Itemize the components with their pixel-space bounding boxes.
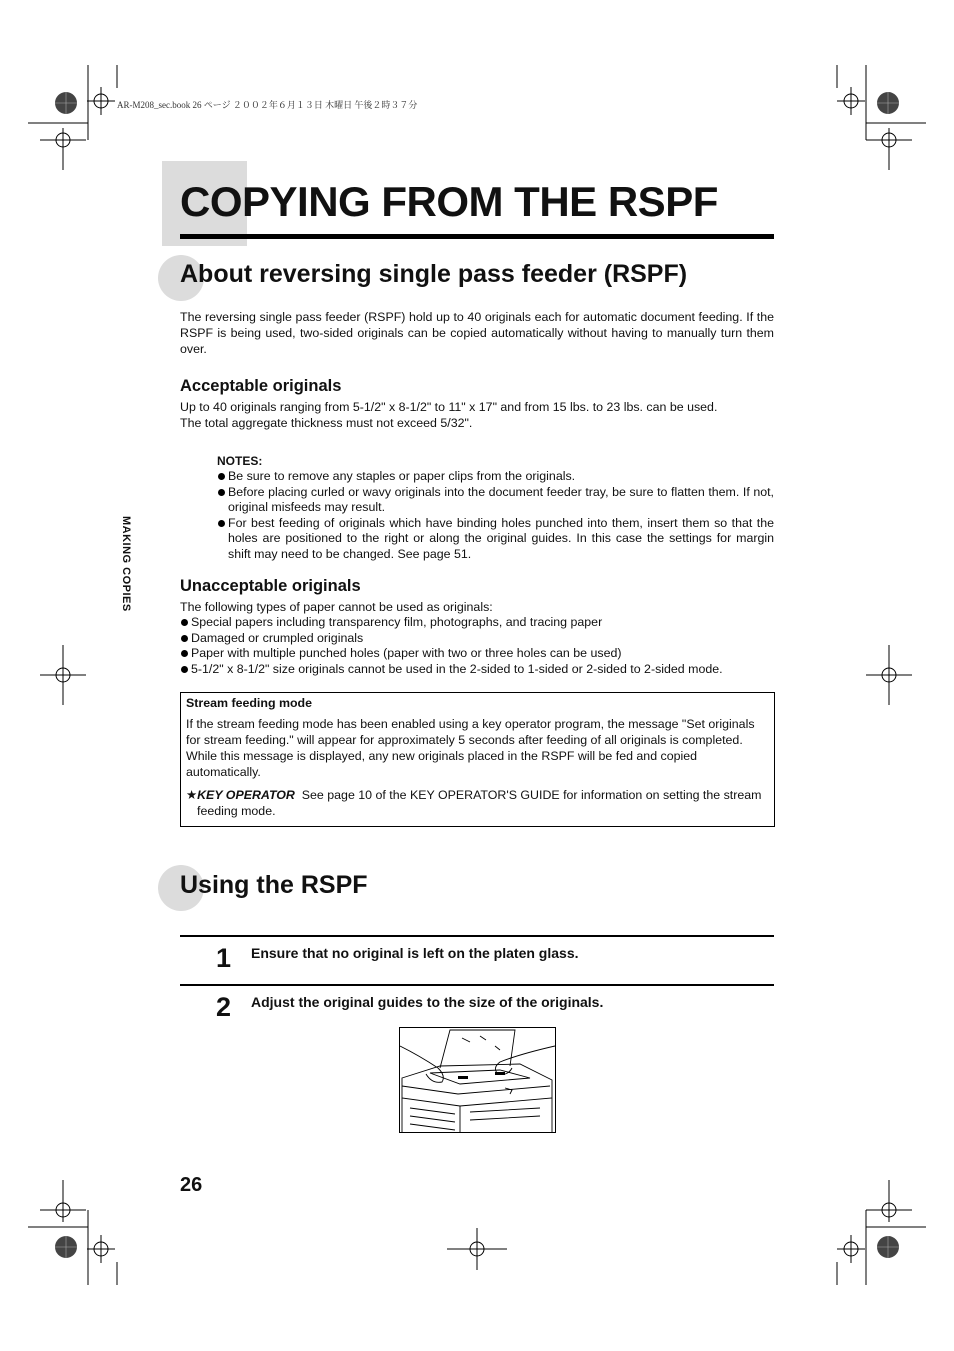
key-operator-note	[186, 787, 766, 819]
title-rule	[180, 234, 774, 239]
key-operator-label: KEY OPERATOR	[197, 788, 295, 802]
list-item: 5-1/2" x 8-1/2" size originals cannot be used in the 2-sided to 1-sided or 2-sided to 2-sided mode.	[180, 662, 774, 678]
rspf-original-guides-illustration-icon	[399, 1027, 556, 1133]
section-title-about-rspf: About reversing single pass feeder (RSPF)	[180, 260, 688, 288]
subsection-title-acceptable: Acceptable originals	[180, 377, 342, 395]
stream-feeding-info-box	[180, 692, 775, 827]
subsection-title-unacceptable: Unacceptable originals	[180, 577, 361, 595]
list-item: For best feeding of originals which have binding holes punched into them, insert them so that the holes are positioned to the right or along the original guides. In this case the settings for margin shift may need to be changed. See page 51.	[217, 516, 774, 563]
list-item: Damaged or crumpled originals	[180, 631, 774, 647]
acceptable-line-2: The total aggregate thickness must not exceed 5/32".	[180, 416, 473, 430]
step-2-rule	[180, 984, 774, 986]
star-icon: ★	[186, 788, 198, 802]
unacceptable-list	[180, 615, 774, 677]
stream-box-title: Stream feeding mode	[186, 696, 312, 710]
print-header-line: AR-M208_sec.book 26 ページ ２００２年６月１３日 木曜日 午後２時３７分	[117, 100, 418, 110]
notes-list	[217, 469, 774, 563]
section-intro-text: The reversing single pass feeder (RSPF) hold up to 40 originals each for automatic document feeding. If the RSPF is being used, two-sided originals can be copied automatically without having to manually turn them over.	[180, 310, 774, 356]
step-2-text: Adjust the original guides to the size of the originals.	[251, 994, 604, 1010]
side-section-label: MAKING COPIES	[120, 516, 132, 612]
page-title: COPYING FROM THE RSPF	[180, 178, 718, 225]
list-item: Before placing curled or wavy originals into the document feeder tray, be sure to flatten them. If not, original misfeeds may result.	[217, 485, 774, 516]
step-1-text: Ensure that no original is left on the platen glass.	[251, 945, 579, 961]
section-title-using-rspf: Using the RSPF	[180, 871, 368, 899]
step-1-number: 1	[216, 943, 232, 973]
list-item: Paper with multiple punched holes (paper with two or three holes can be used)	[180, 646, 774, 662]
list-item: Special papers including transparency film, photographs, and tracing paper	[180, 615, 774, 631]
list-item: Be sure to remove any staples or paper clips from the originals.	[217, 469, 774, 485]
page-number: 26	[180, 1174, 203, 1196]
step-2-number: 2	[216, 992, 232, 1022]
key-operator-text: See page 10 of the KEY OPERATOR'S GUIDE for information on setting the stream feeding mode.	[197, 788, 762, 818]
step-1-rule	[180, 935, 774, 937]
unacceptable-intro: The following types of paper cannot be used as originals:	[180, 600, 493, 614]
acceptable-line-1: Up to 40 originals ranging from 5-1/2" x 8-1/2" to 11" x 17" and from 15 lbs. to 23 lbs. can be used.	[180, 400, 718, 414]
notes-block	[217, 454, 774, 563]
stream-box-body: If the stream feeding mode has been enabled using a key operator program, the message "Set originals for stream feeding." will appear for approximately 5 seconds after feeding of all originals is completed. While this message is displayed, any new originals placed in the RSPF will be fed and copied automatically.	[186, 717, 755, 779]
notes-heading: NOTES:	[217, 454, 263, 468]
